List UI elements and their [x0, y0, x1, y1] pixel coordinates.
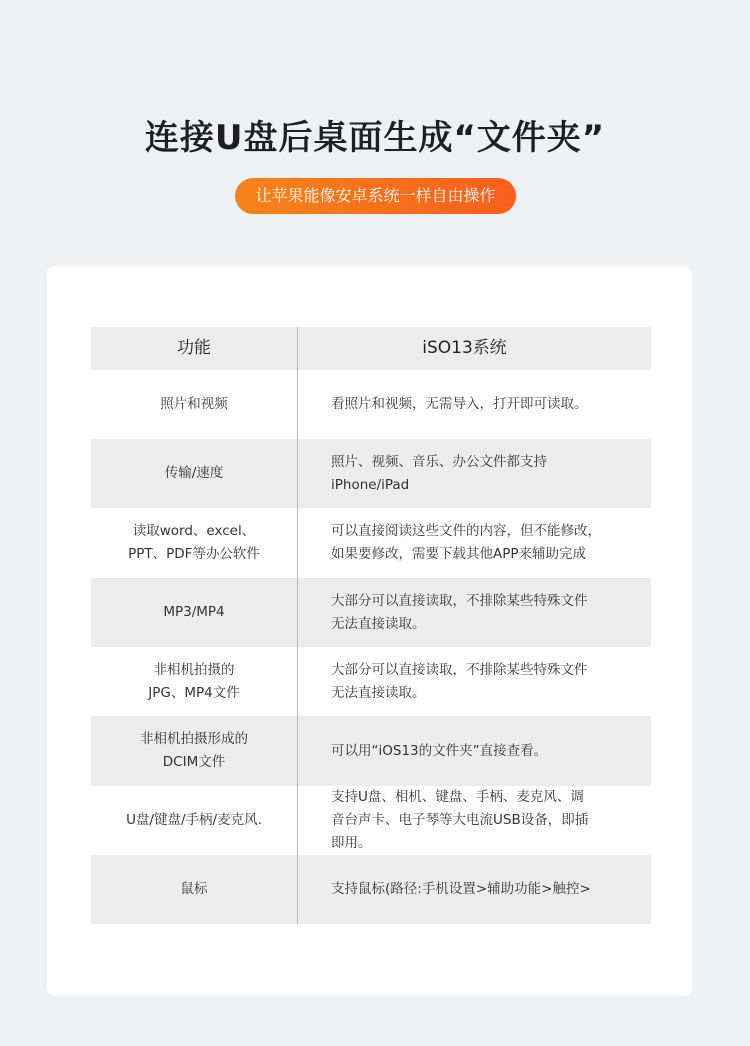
table-row — [91, 855, 651, 924]
table-row — [91, 578, 651, 647]
page-title: 连接U盘后桌面生成“文件夹” — [144, 118, 606, 158]
column-header-ios13: iSO13系统 — [422, 338, 507, 358]
ios13-cell: 可以用“iOS13的文件夹”直接查看。 — [331, 742, 548, 759]
subtitle-badge: 让苹果能像安卓系统一样自由操作 — [235, 178, 516, 214]
comparison-card — [47, 266, 692, 996]
ios13-cell: 支持U盘、相机、键盘、手柄、麦克风、调 音台声卡、电子琴等大电流USB设备，即插 即用。 — [331, 789, 589, 851]
ios13-cell: 看照片和视频，无需导入，打开即可读取。 — [331, 396, 588, 412]
table-row — [91, 786, 651, 855]
feature-cell: 照片和视频 — [160, 396, 228, 412]
feature-cell: 非相机拍摄的 JPG、MP4文件 — [148, 661, 240, 701]
table-row — [91, 716, 651, 786]
feature-cell: 非相机拍摄形成的 DCIM文件 — [140, 731, 248, 770]
ios13-cell: 可以直接阅读这些文件的内容，但不能修改， 如果要修改，需要下载其他APP来辅助完成 — [331, 523, 601, 562]
feature-cell: 读取word、excel、 PPT、PDF等办公软件 — [128, 523, 260, 562]
table-row — [91, 370, 651, 439]
feature-cell: 鼠标 — [180, 881, 208, 897]
ios13-cell: 大部分可以直接读取，不排除某些特殊文件 无法直接读取。 — [331, 661, 588, 701]
column-header-feature: 功能 — [91, 327, 298, 370]
feature-cell: U盘/键盘/手柄/麦克风. — [126, 812, 262, 828]
ios13-cell: 支持鼠标(路径:手机设置>辅助功能>触控> — [331, 881, 591, 897]
feature-cell: 传输/速度 — [164, 465, 224, 481]
table-row — [91, 439, 651, 508]
table-header-row — [91, 327, 651, 370]
table-row — [91, 647, 651, 716]
ios13-cell: 大部分可以直接读取，不排除某些特殊文件 无法直接读取。 — [331, 592, 588, 632]
feature-table — [91, 327, 651, 924]
feature-cell: MP3/MP4 — [163, 604, 225, 620]
table-row — [91, 508, 651, 578]
ios13-cell: 照片、视频、音乐、办公文件都支持 iPhone/iPad — [331, 453, 547, 493]
